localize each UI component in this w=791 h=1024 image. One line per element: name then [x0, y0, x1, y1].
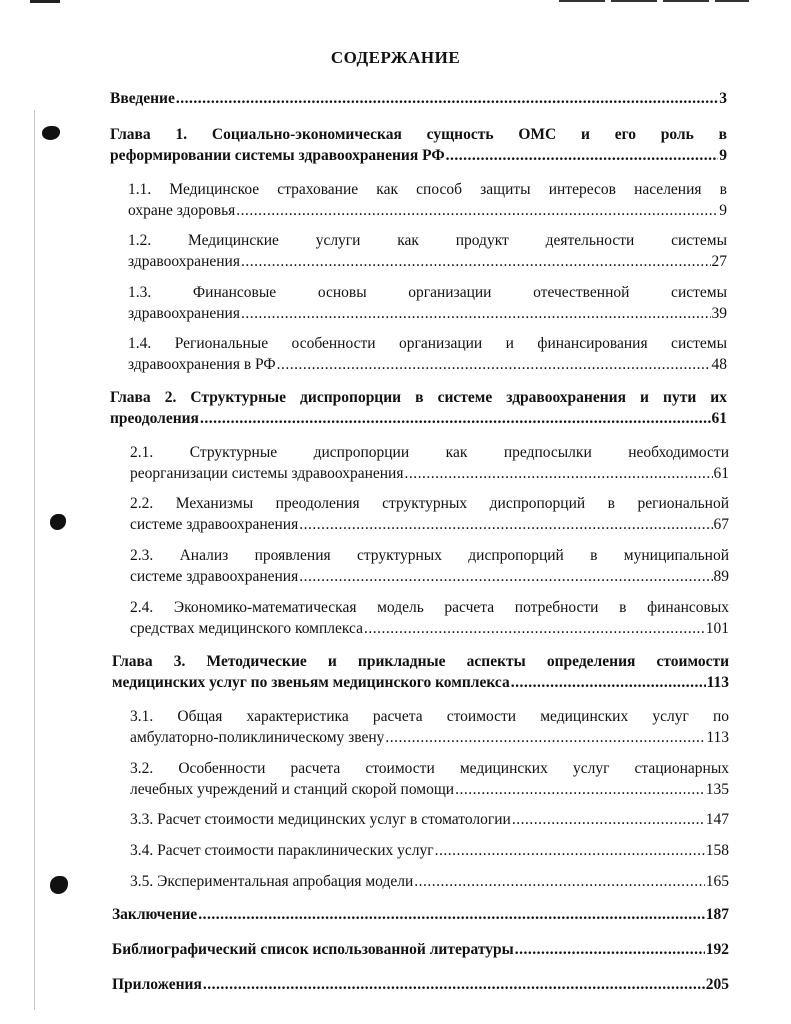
toc-entry-section-1-1: [128, 179, 727, 221]
toc-entry-line: [112, 672, 729, 693]
toc-entry-title: охране здоровья: [128, 202, 236, 219]
dot-leader: [414, 871, 704, 892]
toc-entry-line: [130, 779, 729, 800]
scan-mark: [559, 0, 749, 2]
dot-leader: [200, 408, 711, 429]
toc-entry-line: [128, 354, 727, 375]
toc-page-number: 147: [705, 811, 729, 828]
toc-entry-line: 2.4. Экономико-математическая модель расчета потребности в финансовых: [130, 599, 729, 616]
toc-page-number: 67: [713, 516, 729, 533]
toc-page-number: 9: [719, 147, 727, 164]
dot-leader: [241, 251, 711, 272]
dot-leader: [364, 618, 705, 639]
dot-leader: [404, 463, 712, 484]
toc-entry-line: Глава 1. Социально-экономическая сущность ОМС и его роль в: [110, 126, 727, 143]
toc-entry-line: 1.3. Финансовые основы организации отечественной системы: [128, 284, 727, 301]
toc-entry-section-2-4: [130, 597, 729, 639]
dot-leader: [385, 727, 705, 748]
toc-page-number: 61: [713, 465, 729, 482]
ink-blot: [50, 876, 68, 894]
dot-leader: [299, 514, 712, 535]
toc-entry-title: Заключение: [112, 906, 198, 923]
toc-entry-line: Глава 2. Структурные диспропорции в системе здравоохранения и пути их: [110, 389, 727, 406]
toc-page-number: 135: [705, 781, 729, 798]
toc-page-number: 48: [711, 356, 727, 373]
toc-entry-line: 2.1. Структурные диспропорции как предпосылки необходимости: [130, 444, 729, 461]
toc-entry-title: лечебных учреждений и станций скорой помощи: [130, 781, 455, 798]
toc-entry-section-3-4: [130, 840, 729, 861]
toc-entry-title: системе здравоохранения: [130, 568, 299, 585]
ink-blot: [42, 126, 60, 140]
toc-entry-line: 1.2. Медицинские услуги как продукт деятельности системы: [128, 232, 727, 249]
scan-edge-line: [34, 110, 35, 1010]
toc-entry-title: реформировании системы здравоохранения РФ: [110, 147, 445, 164]
toc-entry-title: средствах медицинского комплекса: [130, 620, 363, 637]
ink-blot: [50, 514, 66, 530]
toc-entry-title: Библиографический список использованной литературы: [112, 941, 514, 958]
toc-entry-line: 2.3. Анализ проявления структурных диспропорций в муниципальной: [130, 547, 729, 564]
toc-entry-introduction: [110, 88, 727, 109]
toc-entry-section-1-4: [128, 333, 727, 375]
toc-entry-line: [130, 727, 729, 748]
dot-leader: [198, 904, 705, 925]
toc-entry-line: [130, 840, 729, 861]
toc-entry-title: здравоохранения: [128, 253, 240, 270]
toc-entry-line: [130, 871, 729, 892]
toc-entry-title: Введение: [110, 90, 175, 107]
toc-entry-title: системе здравоохранения: [130, 516, 299, 533]
toc-entry-line: 1.1. Медицинское страхование как способ защиты интересов населения в: [128, 181, 727, 198]
toc-entry-chapter-3: [112, 651, 729, 693]
toc-entry-line: [110, 88, 727, 109]
page-title: СОДЕРЖАНИЕ: [330, 48, 461, 67]
toc-page-number: 192: [705, 941, 729, 958]
toc-entry-title: 3.4. Расчет стоимости параклинических услуг: [130, 842, 434, 859]
dot-leader: [236, 200, 718, 221]
toc-page-number: 113: [706, 674, 729, 691]
dot-leader: [512, 809, 705, 830]
toc-entry-title: 3.5. Экспериментальная апробация модели: [130, 873, 414, 890]
toc-entry-title: 3.3. Расчет стоимости медицинских услуг в стоматологии: [130, 811, 511, 828]
toc-entry-section-2-1: [130, 442, 729, 484]
toc-entry-chapter-1: [110, 124, 727, 166]
toc-entry-section-1-2: [128, 230, 727, 272]
toc-entry-title: Приложения: [112, 976, 202, 993]
toc-page-number: 39: [711, 305, 727, 322]
dot-leader: [455, 779, 705, 800]
toc-entry-line: [112, 939, 729, 960]
toc-entry-title: преодоления: [110, 410, 199, 427]
toc-page-number: 101: [705, 620, 729, 637]
toc-entry-section-3-3: [130, 809, 729, 830]
toc-entry-line: 3.1. Общая характеристика расчета стоимости медицинских услуг по: [130, 708, 729, 725]
dot-leader: [446, 145, 719, 166]
toc-entry-line: [130, 514, 729, 535]
toc-entry-line: [112, 904, 729, 925]
toc-entry-line: [130, 618, 729, 639]
toc-page-number: 9: [719, 202, 727, 219]
toc-entry-section-2-2: [130, 493, 729, 535]
toc-page-number: 27: [711, 253, 727, 270]
toc-entry-section-3-5: [130, 871, 729, 892]
toc-entry-line: [128, 200, 727, 221]
toc-page-number: 165: [705, 873, 729, 890]
toc-entry-title: здравоохранения в РФ: [128, 356, 276, 373]
toc-page-number: 205: [705, 976, 729, 993]
toc-page-number: 89: [713, 568, 729, 585]
toc-entry-line: [130, 809, 729, 830]
toc-entry-title: медицинских услуг по звеньям медицинского комплекса: [112, 674, 510, 691]
toc-entry-line: 1.4. Региональные особенности организации и финансирования системы: [128, 335, 727, 352]
toc-entry-title: амбулаторно-поликлиническому звену: [130, 729, 385, 746]
toc-entry-line: [112, 974, 729, 995]
toc-entry-section-3-1: [130, 706, 729, 748]
toc-entry-conclusion: [112, 904, 729, 925]
dot-leader: [176, 88, 718, 109]
toc-entry-line: 3.2. Особенности расчета стоимости медицинских услуг стационарных: [130, 760, 729, 777]
dot-leader: [241, 303, 711, 324]
toc-entry-section-2-3: [130, 545, 729, 587]
toc-entry-line: [130, 463, 729, 484]
toc-page-number: 61: [711, 410, 727, 427]
toc-page-number: 113: [706, 729, 729, 746]
toc-entry-line: [128, 251, 727, 272]
toc-entry-line: [128, 303, 727, 324]
toc-entry-chapter-2: [110, 387, 727, 429]
toc-entry-appendices: [112, 974, 729, 995]
toc-entry-line: [130, 566, 729, 587]
dot-leader: [515, 939, 705, 960]
toc-entry-bibliography: [112, 939, 729, 960]
toc-entry-title: здравоохранения: [128, 305, 240, 322]
toc-entry-line: Глава 3. Методические и прикладные аспекты определения стоимости: [112, 653, 729, 670]
toc-entry-line: [110, 408, 727, 429]
toc-entry-title: реорганизации системы здравоохранения: [130, 465, 404, 482]
toc-page-number: 3: [719, 90, 727, 107]
toc-entry-line: 2.2. Механизмы преодоления структурных диспропорций в региональной: [130, 495, 729, 512]
toc-page-number: 187: [705, 906, 729, 923]
dot-leader: [511, 672, 706, 693]
dot-leader: [203, 974, 705, 995]
dot-leader: [435, 840, 705, 861]
dot-leader: [277, 354, 711, 375]
toc-entry-line: [110, 145, 727, 166]
toc-page-number: 158: [705, 842, 729, 859]
toc-entry-section-1-3: [128, 282, 727, 324]
toc-entry-section-3-2: [130, 758, 729, 800]
dot-leader: [299, 566, 712, 587]
scan-mark: [30, 0, 60, 3]
